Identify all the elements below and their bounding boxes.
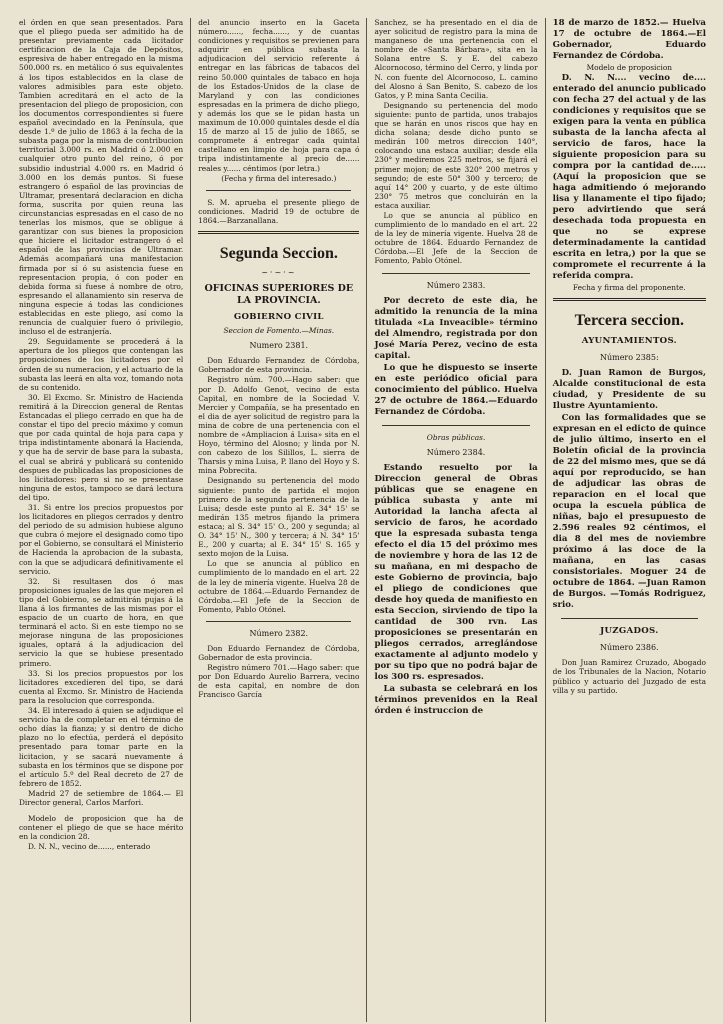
- paragraph: Designando su pertenencia del modo siguiente: punto de partida, unos trabajos que se harán en unos riscos que hay en dicha solana; desde dicho punto se medirán 100 metros direccion 140°, colocando una estaca auxiliar; desde ella 230° y mediremos 225 metros, se fijará el primer mojon; de este 320° 200 metros y segundo; de este 50° 300 y tercero; de aquí 14° 200 y cuarto, y de este último 230° 75 metros que concluirán en la estaca auxiliar.: [374, 100, 538, 210]
- notice-number: Número 2382.: [249, 628, 309, 638]
- paragraph: Designando su pertenencia del modo siguiente: punto de partida el mojon primero de la segunda pertenencia de la Luisa; desde este punto al E. 34° 15' se medirán 135 metros fijando la primera estaca; al S. 34° 15' O., 200 y segunda; al O. 34° 15' N., 300 y tercera; á N. 34° 15' E., 200 y cuarta; al E. 34° 15' S. 165 y sexto mojon de la Luisa.: [198, 476, 360, 559]
- paragraph: Estando resuelto por la Direccion general de Obras públicas que se enagene en pública subasta y ante mi Autoridad la lancha afecta al servicio de faros, he acordado que la espresada subasta tenga efecto el dia 15 del próximo mes de noviembre y hora de las 12 de su mañana, en mi despacho de este Gobierno de provincia, bajo el pliego de condiciones que desde hoy queda de manifiesto en esta Seccion, sirviendo de tipo la cantidad de 300 rvn. Las proposiciones se presentarán en pliegos cerrados, arreglándose exactamente al adjunto modelo y por su tipo que no podrá bajar de los 300 rs. espresados.: [374, 462, 538, 682]
- paragraph: La subasta se celebrará en los términos prevenidos en la Real órden é instruccion de: [374, 683, 538, 716]
- paragraph: 18 de marzo de 1852.— Huelva 17 de octubre de 1864.—El Gobernador, Eduardo Fernandez de Córdoba.: [552, 18, 706, 61]
- paragraph: Con las formalidades que se expresan en el edicto de quince de julio último, inserto en el Boletín oficial de la provincia de 22 del mismo mes, que se dá aquí por reproducido, se han de adjudicar las obras de reparacion en el local que ocupa la escuela pública de niñas, bajo el presupuesto de 2.596 reales 92 céntimos, el dia 8 del mes de noviembre próximo á las doce de la mañana, en las casas consistoriales. Moguer 24 de octubre de 1864. —Juan Ramon de Burgos. —Tomás Rodriguez, srio.: [552, 413, 706, 611]
- notice-number: Número 2385:: [599, 353, 659, 363]
- paragraph: D. Juan Ramon de Burgos, Alcalde constitucional de esta ciudad, y Presidente de su Ilustre Ayuntamiento.: [552, 368, 706, 412]
- section-title: Segunda Seccion.: [219, 244, 338, 262]
- paragraph: 32. Si resultasen dos ó mas proposiciones iguales de las que mejoren el tipo del Gobierno, se admitirán pujas á la llana á los firmantes de las mismas por el espacio de un cuarto de hora, en que terminará el acto. Si en este tiempo no se mejorase ninguna de las proposiciones iguales, optará á la adjudicacion del servicio la que se hubiese presentado primero.: [19, 576, 184, 668]
- notice-number: Numero 2381.: [249, 341, 309, 351]
- column-4: [545, 18, 713, 1022]
- divider: [206, 621, 351, 622]
- subsection-label: Seccion de Fomento.—Minas.: [223, 326, 335, 336]
- paragraph: Don Eduardo Fernandez de Córdoba, Gobernador de esta provincia.: [198, 643, 360, 663]
- paragraph: el órden en que sean presentados. Para que el pliego pueda ser admitido ha de presentar previamente cada licitador certificacion de la Caja de Depósitos, espresiva de haber entregado en la misma 500.000 rs. en metálico ó sus equivalentes á los tipos establecidos en la clase de valores admisibles para este objeto. Tambien acreditará en el acto de la presentacion del pliego de proposicion, con los documentos correspondientes si fuere español avecindado en la Península, que desde 1.º de julio de 1863 á la fecha de la subasta paga por la misma de contribucion territorial 3.000 rs. en Madrid ó 2.000 en cualquier otro punto del reino, ó por subsidio industrial 4.000 rs. en Madrid ó 3.000 en los demás puntos. Si fuese estrangero ó español de las provincias de Ultramar, presentará declaracion en dicha forma, suscrita por quien reuna las circunstancias espresadas en el caso de no tenerlas los mismos, que se obligue á garantizar con sus bienes la proposicion que hiciere el licitador estrangero ó el español de las provincias de Ultramar. Además acompañará una manifestacion firmada por sí ó su asistencia fuese en representacion propia, ó con poder en debida forma si fuese á nombre de otro, espresando el allanamiento sin reserva de ninguna especie á todas las condiciones establecidas en este pliego, así como la renuncia de cualquier fuero ó privilegio, incluso el de estranjería.: [19, 18, 184, 337]
- ornament: ~·~·~: [261, 267, 297, 277]
- section-heading: JUZGADOS.: [600, 626, 659, 637]
- paragraph: D. N. N., vecino de......, enterado: [28, 842, 151, 852]
- paragraph: Lo que se anuncia al público en cumplimiento de lo mandado en el art. 22 de la ley de minería vigente. Huelva 28 de octubre de 1864. Eduardo Fernandez de Córdoba.—El Jefe de la Seccion de Fomento, Pablo Otónel.: [374, 210, 538, 266]
- column-3: [366, 18, 544, 1022]
- paragraph: Don Juan Ramirez Cruzado, Abogado de los Tribunales de la Nacion, Notario público y actuario del Juzgado de esta villa y su partido.: [552, 658, 706, 695]
- paragraph: 30. El Excmo. Sr. Ministro de Hacienda remitirá á la Direccion general de Rentas Estancadas el pliego cerrado en que ha de constar el tipo del precio máximo y comun que por cada quintal de hoja para capa y tripa indistintamente abonará la Hacienda, y que ha de servir de base para la subasta, el cual se abrirá y publicará su contenido despues de publicadas las proposiciones de los licitadores: pero si no se presentase ninguna de estos, tampoco se dará lectura del tipo.: [19, 392, 184, 502]
- paragraph: Sanchez, se ha presentado en el dia de ayer solicitud de registro para la mina de manganeso de una pertenencia con el nombre de «Santa Bárbara», sita en la Solana entre S. y E. del cabezo Alcornocoso, término del Cerro, y linda por N. con fuente del Alcornocoso, L. camino del Alosno á San Benito, S. cabezo de los Gatos, y P. mina Santa Cecilia.: [374, 18, 538, 100]
- paragraph: Lo que se anuncia al público en cumplimiento de lo mandado en el art. 22 de la ley de minería vigente. Huelva 28 de octubre de 1864.—Eduardo Fernandez de Córdoba.—El Jefe de la Seccion de Fomento, Pablo Otónel.: [198, 559, 360, 614]
- signature-line: Madrid 27 de setiembre de 1864.— El Director general, Carlos Marfori.: [19, 788, 184, 807]
- paragraph: del anuncio inserto en la Gaceta número......, fecha......, y de cuantas condiciones y requisitos se previenen para adquirir en pública subasta la adjudicacion del servicio referente á entregar en las fábricas de tabacos del reino 50.000 quintales de tabaco en hoja de los Estados-Unidos de la clase de Maryland y con las condiciones espresadas en la primera de dicho pliego, y además los que se le pidan hasta un maximum de 10.000 quintales desde el día 15 de marzo al 15 de julio de 1865, se compromete á entregar cada quintal castellano en limpio de hoja para capa ó tripa indistintamente al precio de...... reales y...... céntimos (por letra.): [198, 18, 360, 173]
- subsection-label: Obras públicas.: [426, 432, 486, 442]
- paragraph: Lo que he dispuesto se inserte en este periódico oficial para conocimiento del público. Huelva 27 de octubre de 1864.—Eduardo Fernandez de Córdoba.: [374, 362, 538, 417]
- column-1: [12, 18, 190, 1022]
- divider: [553, 298, 706, 301]
- paragraph: D. N. N.... vecino de.... enterado del anuncio publicado con fecha 27 del actual y de las condiciones y requisitos que se exigen para la venta en pública subasta de la lancha afecta al servicio de faros, hace la siguiente proposicion para su compra por la cantidad de.....(Aquí la proposicion que se haga admitiendo ó mejorando lisa y llanamente el tipo fijado; pero advirtiendo que será desechada toda propuesta en que no se exprese determinadamente la cantidad escrita en letra,) por la que se compromete el recurrente á la referida compra.: [552, 73, 706, 282]
- paragraph: 29. Seguidamente se procederá á la apertura de los pliegos que contengan las proposiciones de los licitadores por el órden de su numeracion, y el actuario de la subasta las leerá en alta voz, tomando nota de su contenido.: [19, 337, 184, 392]
- signature-note: (Fecha y firma del interesado.): [221, 173, 337, 183]
- divider: [206, 190, 351, 191]
- model-heading: Modelo de proposicion que ha de contener el pliego de que se hace mérito en la condicion 28.: [19, 814, 184, 842]
- signature-note: Fecha y firma del proponente.: [572, 283, 686, 293]
- paragraph: S. M. aprueba el presente pliego de condiciones. Madrid 19 de octubre de 1864.—Barzanallana.: [198, 197, 360, 225]
- paragraph: 33. Si los precios propuestos por los licitadores excedieren del tipo, se dará cuenta al Excmo. Sr. Ministro de Hacienda para la resolucion que corresponda.: [19, 668, 184, 705]
- column-2: [190, 18, 366, 1022]
- notice-number: Número 2386.: [600, 643, 659, 653]
- section-heading: OFICINAS SUPERIORES DE LA PROVINCIA.: [204, 283, 354, 307]
- paragraph: Registro número 701.—Hago saber: que por Don Eduardo Aurelio Barrera, vecino de esta capital, en nombre de don Francisco García: [198, 663, 360, 700]
- section-heading: AYUNTAMIENTOS.: [581, 336, 677, 347]
- divider: [382, 273, 529, 274]
- paragraph: Don Eduardo Fernandez de Córdoba, Gobernador de esta provincia.: [198, 356, 360, 375]
- notice-number: Número 2383.: [426, 280, 486, 290]
- divider: [198, 231, 359, 234]
- paragraph: Por decreto de este dia, he admitido la renuncia de la mina titulada «La Inveacible» término del Almendro, registrada por don José María Perez, vecino de esta capital.: [374, 295, 538, 361]
- section-title: Tercera seccion.: [574, 312, 684, 330]
- paragraph: Registro núm. 700.—Hago saber: que por D. Adolfo Genot, vecino de esta Capital, en nombre de la Sociedad V. Mercier y Compañía, se ha presentado en el dia de ayer solicitud de registro para la mina de cobre de una pertenencia con el nombre de «Ampliacion á Luisa» sita en el Hoyo, término del Alosno; y linda por N. con cabezo de los Silillos, L. sierra de Tharsis y mina Luisa, P. llano del Hoyo y S. mina Pobrecita.: [198, 375, 360, 476]
- section-heading: GOBIERNO CIVIL: [233, 312, 324, 323]
- model-heading: Modelo de proposicion: [586, 63, 673, 72]
- divider: [382, 425, 529, 426]
- paragraph: 34. El interesado á quien se adjudique el servicio ha de completar en el término de ocho días la fianza; y si dentro de dicho plazo no lo efectúa, perderá el depósito presentado para tomar parte en la licitacion, y se sacará nuevamente á subasta en los términos que se dispone por el artículo 5.º del Real decreto de 27 de febrero de 1852.: [19, 706, 184, 788]
- notice-number: Número 2384.: [426, 447, 486, 457]
- paragraph: 31. Si entre los precios propuestos por los licitadores en pliegos cerrados y dentro del periodo de su admision hubiese alguno que cubra ó mejore el designado como tipo por el Gobierno, se consultará el Ministerio de Hacienda la aprobacion de la subasta, con la que se adjudicará definitivamente el servicio.: [19, 502, 184, 576]
- divider: [561, 618, 698, 619]
